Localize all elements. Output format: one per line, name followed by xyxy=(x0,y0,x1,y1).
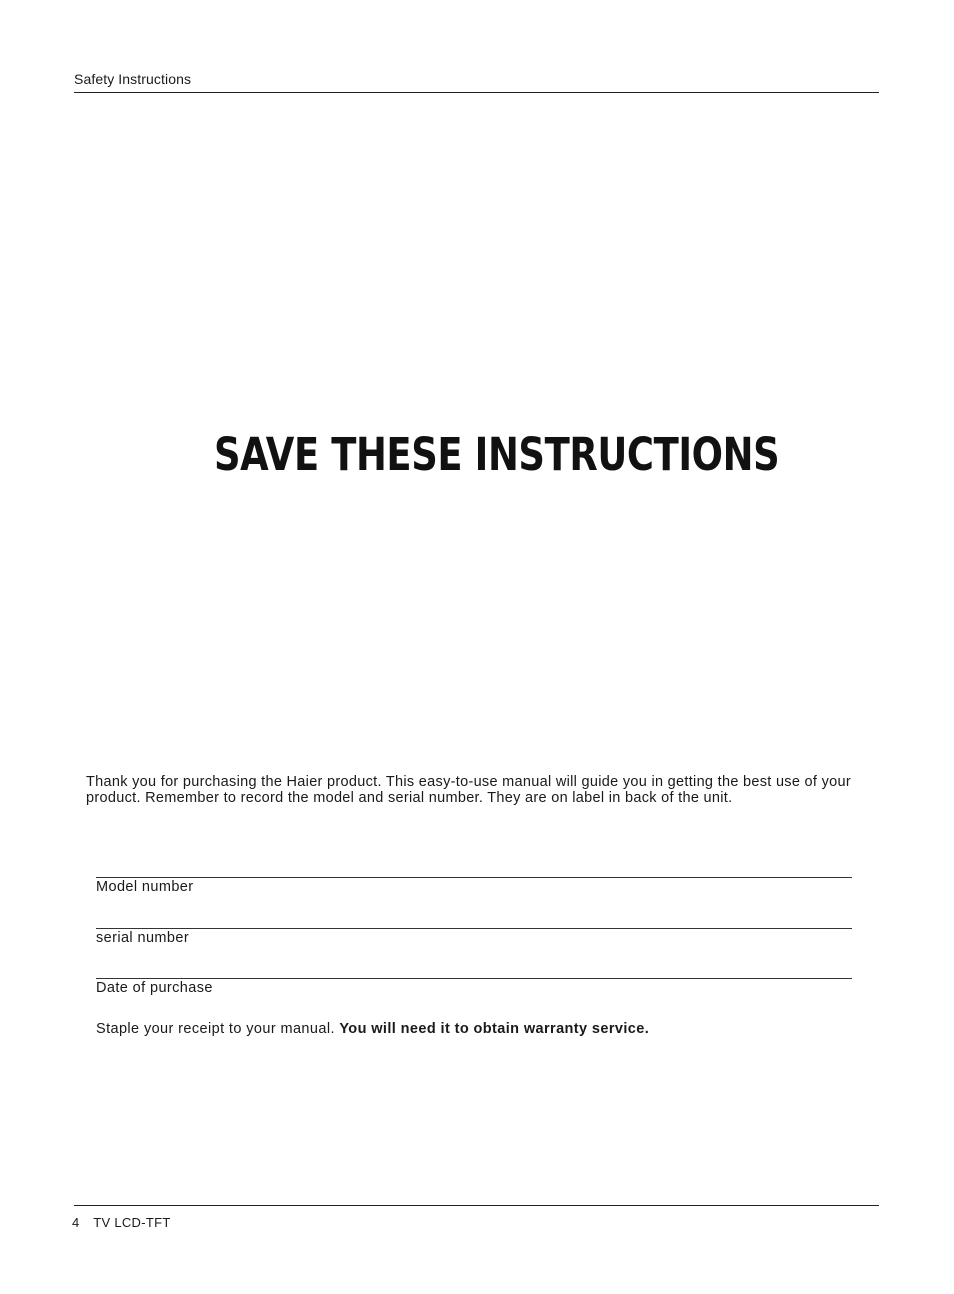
serial-number-line xyxy=(96,928,852,929)
section-title: Safety Instructions xyxy=(74,71,192,87)
page-number: 4 xyxy=(72,1215,80,1230)
date-of-purchase-field xyxy=(96,978,852,996)
serial-number-label: serial number xyxy=(96,930,190,946)
header-divider xyxy=(74,92,879,93)
product-name: TV LCD-TFT xyxy=(93,1215,171,1230)
date-of-purchase-line xyxy=(96,978,852,979)
model-number-field xyxy=(96,877,852,895)
staple-note-text: Staple your receipt to your manual. xyxy=(96,1021,335,1037)
footer-divider xyxy=(74,1205,879,1206)
serial-number-field xyxy=(96,928,852,946)
model-number-label: Model number xyxy=(96,879,194,895)
page-heading: SAVE THESE INSTRUCTIONS xyxy=(214,428,780,481)
intro-paragraph xyxy=(86,774,886,806)
intro-line: product. Remember to record the model and serial number. They are on label in back of the unit. xyxy=(86,790,733,806)
warranty-note: You will need it to obtain warranty service. xyxy=(339,1021,650,1037)
footer xyxy=(72,1215,171,1230)
model-number-line xyxy=(96,877,852,878)
intro-line: Thank you for purchasing the Haier product. This easy-to-use manual will guide you in getting the best use of your xyxy=(86,774,851,790)
date-of-purchase-label: Date of purchase xyxy=(96,980,213,996)
staple-note xyxy=(96,1021,649,1037)
